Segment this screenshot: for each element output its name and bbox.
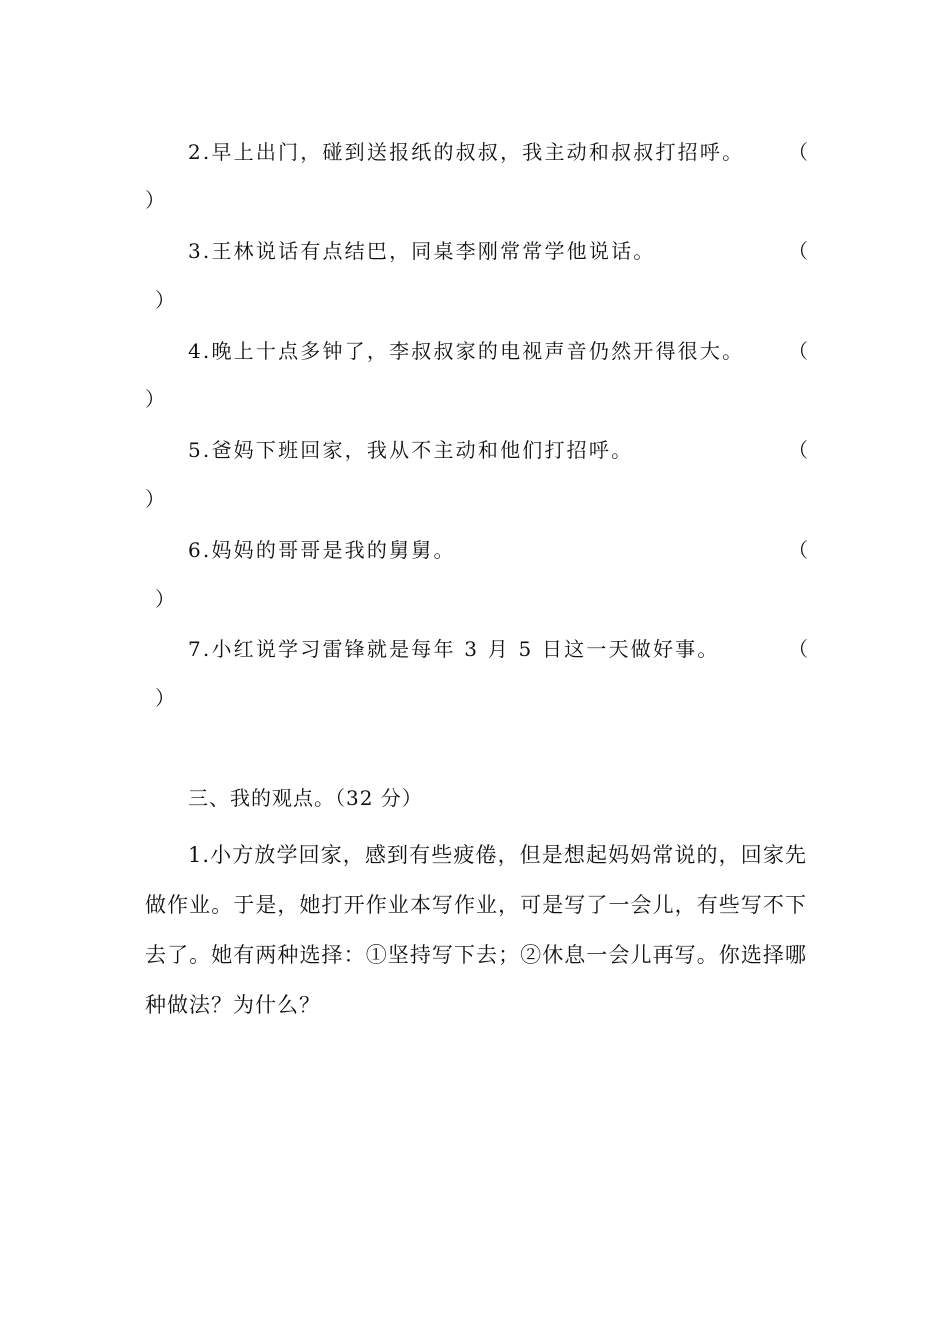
answer-paren-close: ） [155,686,175,710]
question-text: 7.小红说学习雷锋就是每年 3 月 5 日这一天做好事。 [188,637,720,661]
answer-paren-close: ） [155,288,175,312]
answer-paren-open: （ [788,339,808,363]
judgement-question-3 [188,236,808,266]
judgement-question-7 [188,634,808,664]
section-title: 三、我的观点。（32 分） [188,786,423,810]
question-text: 4.晚上十点多钟了，李叔叔家的电视声音仍然开得很大。 [188,339,745,363]
question-text: 5.爸妈下班回家，我从不主动和他们打招呼。 [188,438,634,462]
judgement-question-6 [188,535,808,565]
answer-paren-close: ） [145,188,165,212]
answer-paren-open: （ [788,140,808,164]
question-text: 3.王林说话有点结巴，同桌李刚常常学他说话。 [188,239,656,263]
answer-paren-close: ） [145,387,165,411]
answer-paren-close: ） [145,487,165,511]
answer-paren-open: （ [788,438,808,462]
opinion-question-1: 1.小方放学回家，感到有些疲倦，但是想起妈妈常说的，回家先做作业。于是，她打开作业本写作业，可是写了一会儿，有些写不下去了。她有两种选择：①坚持写下去；②休息一会儿再写。你选择哪种做法？为什么？ [145,843,807,1017]
answer-paren-open: （ [788,637,808,661]
answer-paren-open: （ [788,538,808,562]
answer-paren-close: ） [155,587,175,611]
question-text: 6.妈妈的哥哥是我的舅舅。 [188,538,456,562]
answer-paren-open: （ [788,239,808,263]
judgement-question-2 [188,137,808,167]
judgement-question-5 [188,435,808,465]
question-text: 2.早上出门，碰到送报纸的叔叔，我主动和叔叔打招呼。 [188,140,745,164]
judgement-question-4 [188,336,808,366]
